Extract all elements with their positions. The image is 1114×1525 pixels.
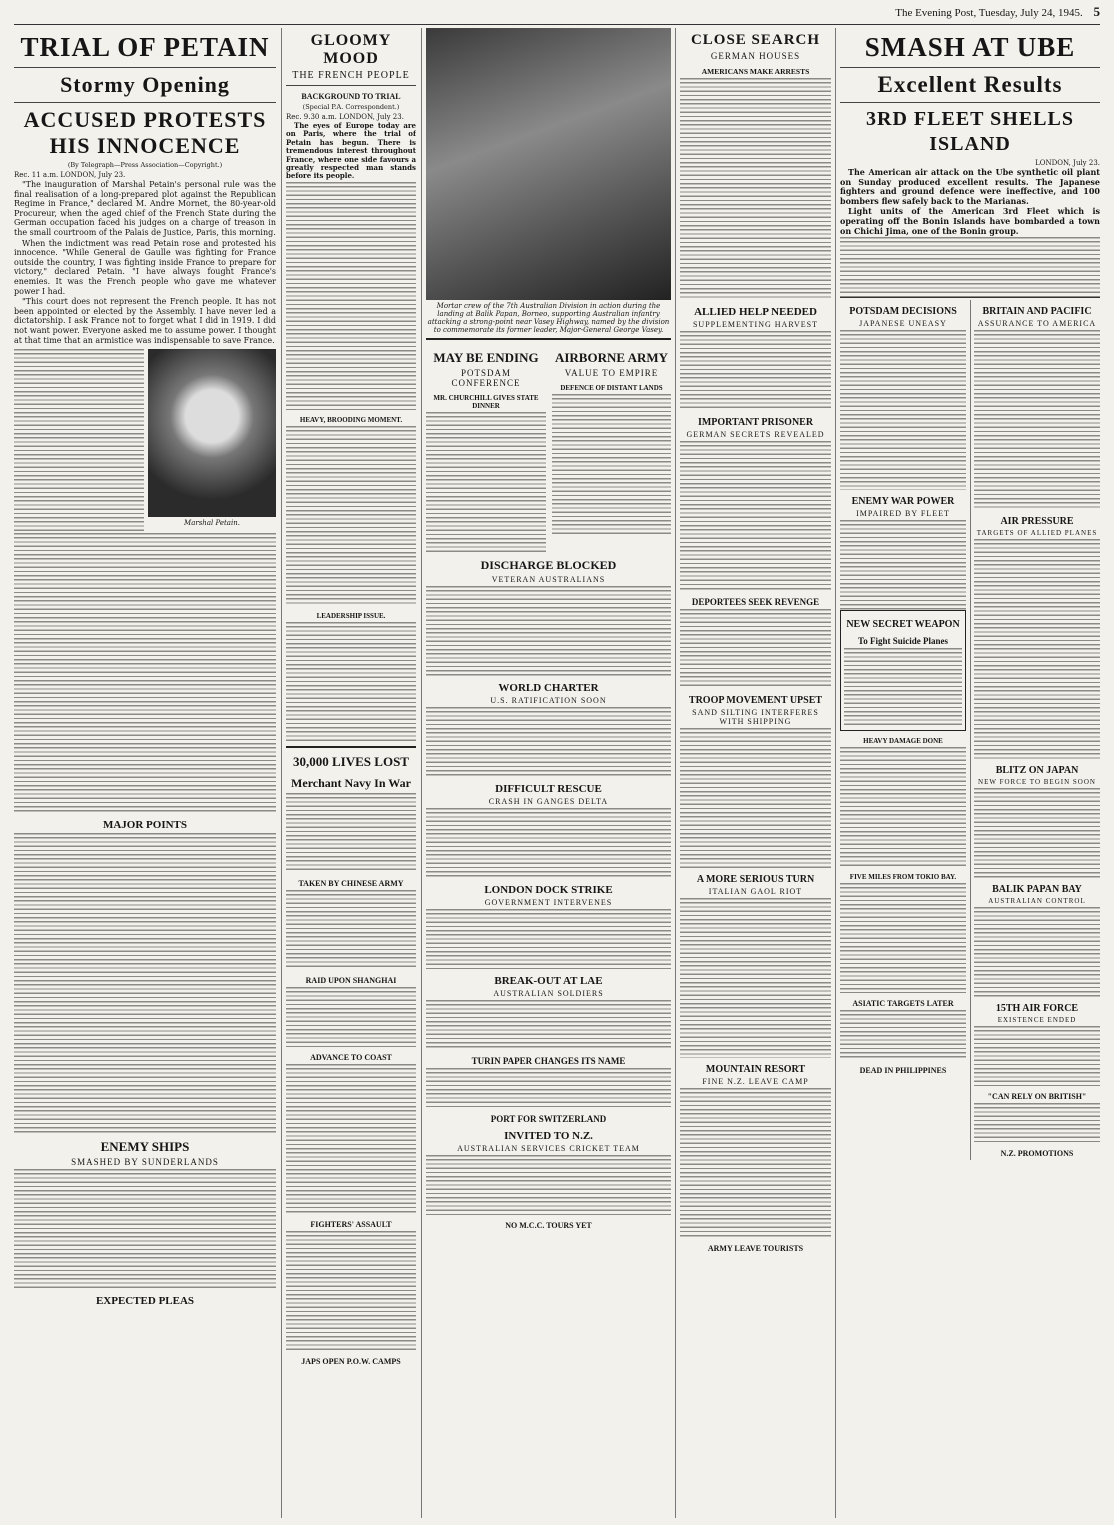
coast-head: ADVANCE TO COAST — [310, 1052, 392, 1062]
text-filler — [844, 648, 962, 728]
portrait-wrap — [148, 349, 276, 533]
text-filler — [680, 609, 831, 689]
leave-camp-sub: FINE N.Z. LEAVE CAMP — [702, 1077, 809, 1086]
blitz-head: BLITZ ON JAPAN — [995, 765, 1079, 777]
world-charter-head: WORLD CHARTER — [498, 682, 599, 694]
mortar-crew-photo — [426, 28, 671, 300]
invited-head: INVITED TO N.Z. — [504, 1130, 593, 1142]
airborne-block — [552, 344, 671, 552]
column-rule — [675, 28, 676, 1518]
troop-head: TROOP MOVEMENT UPSET — [688, 695, 823, 706]
text-filler — [974, 788, 1100, 878]
lae-head: BREAK-OUT AT LAE — [494, 975, 603, 987]
ube-subtitle: Excellent Results — [877, 72, 1063, 97]
cricket-sub: AUSTRALIAN SERVICES CRICKET TEAM — [457, 1144, 640, 1153]
britain-head: BRITAIN AND PACIFIC — [982, 306, 1092, 318]
control-sub: AUSTRALIAN CONTROL — [988, 897, 1086, 906]
byline: (Special P.A. Correspondent.) — [302, 103, 400, 111]
petain-subtitle: Stormy Opening — [60, 72, 230, 97]
government-sub: GOVERNMENT INTERVENES — [484, 898, 613, 907]
brooding-head: HEAVY, BROODING MOMENT. — [299, 415, 403, 424]
running-head-text: The Evening Post, Tuesday, July 24, 1945. — [895, 7, 1083, 19]
dateline: Rec. 9.30 a.m. LONDON, July 23. — [286, 113, 404, 121]
text-filler — [974, 1026, 1100, 1086]
dateline: Rec. 11 a.m. LONDON, July 23. — [14, 171, 126, 179]
text-filler — [840, 237, 1100, 297]
ratification-sub: U.S. RATIFICATION SOON — [490, 696, 607, 705]
text-filler — [286, 987, 416, 1047]
potsdam-decisions-block — [840, 300, 966, 1160]
weapon-box — [840, 610, 966, 731]
merchant-navy-head: Merchant Navy In War — [291, 775, 411, 790]
gloomy-sub2: BACKGROUND TO TRIAL — [301, 92, 401, 101]
existence-sub: EXISTENCE ENDED — [997, 1016, 1077, 1025]
article-body — [286, 122, 416, 181]
potsdam-head: POTSDAM DECISIONS — [849, 306, 957, 318]
text-filler — [680, 331, 831, 411]
serious-head: A MORE SERIOUS TURN — [696, 874, 815, 885]
text-filler — [680, 441, 831, 591]
column-center — [426, 28, 671, 1518]
running-head — [14, 4, 1100, 22]
text-filler — [14, 349, 144, 533]
paragraph: When the indictment was read Petain rose and protested his innocence. "While General de Gaulle was fighting for France outside the country, I was fighting inside France to prepare for victory," declared Petain. "I have always fought France's enemies. It was the French people who gave me whatever power I had. — [14, 238, 276, 296]
force-sub: NEW FORCE TO BEGIN SOON — [978, 778, 1096, 787]
war-power-head: ENEMY WAR POWER — [851, 496, 955, 508]
petain-title: TRIAL OF PETAIN — [20, 32, 270, 62]
turin-head: TURIN PAPER CHANGES ITS NAME — [471, 1056, 626, 1066]
chinese-army-head: TAKEN BY CHINESE ARMY — [298, 878, 404, 888]
photo-block — [14, 349, 276, 533]
text-filler — [426, 1068, 671, 1108]
paragraph: "This court does not represent the French people. It has not been appointed or elected by the Assembly. I have never led a dictatorship. I ask France not to forget what I did in 1919. I did not want power. Everyone asked me to assume power. I thought at that time that an armistice was indispensable to save France. — [14, 297, 276, 345]
switzerland-head: PORT FOR SWITZERLAND — [490, 1114, 607, 1124]
mcc-head: NO M.C.C. TOURS YET — [505, 1221, 592, 1230]
air-pressure-head: AIR PRESSURE — [1000, 516, 1074, 528]
heavy-damage-head: HEAVY DAMAGE DONE — [863, 737, 943, 746]
arrests-sub: AMERICANS MAKE ARRESTS — [701, 67, 810, 76]
text-filler — [426, 412, 546, 552]
veteran-sub: VETERAN AUSTRALIANS — [491, 575, 606, 584]
balik-head: BALIK PAPAN BAY — [992, 884, 1082, 896]
churchill-sub: MR. CHURCHILL GIVES STATE DINNER — [433, 394, 539, 410]
text-filler — [426, 707, 671, 777]
text-filler — [286, 426, 416, 606]
defence-sub: DEFENCE OF DISTANT LANDS — [560, 384, 663, 392]
potsdam-block — [426, 344, 546, 552]
text-filler — [286, 793, 416, 873]
suicide-sub: To Fight Suicide Planes — [858, 636, 948, 647]
article-body — [14, 180, 276, 345]
text-filler — [974, 330, 1100, 510]
fighters-head: FIGHTERS' ASSAULT — [310, 1219, 392, 1229]
text-filler — [286, 1231, 416, 1351]
text-filler — [286, 1064, 416, 1214]
tourists-head: ARMY LEAVE TOURISTS — [707, 1244, 804, 1253]
riot-sub: ITALIAN GAOL RIOT — [708, 887, 803, 896]
portrait-caption: Marshal Petain. — [184, 519, 240, 528]
deportees-head: DEPORTEES SEEK REVENGE — [691, 597, 820, 607]
divider — [840, 102, 1100, 103]
text-filler — [680, 728, 831, 868]
ube-headline: 3RD FLEET SHELLS ISLAND — [866, 108, 1074, 155]
secrets-sub: GERMAN SECRETS REVEALED — [686, 430, 825, 439]
divider — [840, 67, 1100, 68]
petain-headline: ACCUSED PROTESTS HIS INNOCENCE — [23, 107, 267, 158]
text-filler — [286, 182, 416, 410]
rescue-head: DIFFICULT RESCUE — [495, 783, 602, 795]
mountain-head: MOUNTAIN RESORT — [705, 1064, 806, 1075]
text-filler — [680, 1088, 831, 1238]
column-rule — [835, 28, 836, 1518]
petain-portrait — [148, 349, 276, 517]
section-major-points: MAJOR POINTS — [102, 819, 188, 832]
prisoner-head: IMPORTANT PRISONER — [697, 417, 814, 428]
dock-strike-head: LONDON DOCK STRIKE — [484, 884, 613, 896]
five-miles-head: FIVE MILES FROM TOKIO BAY. — [849, 873, 957, 882]
lives-lost-head: 30,000 LIVES LOST — [293, 753, 409, 769]
twin-block — [840, 297, 1100, 1160]
enemy-ships-head: ENEMY SHIPS — [100, 1139, 190, 1155]
harvest-sub: SUPPLEMENTING HARVEST — [692, 320, 819, 329]
column-rule — [281, 28, 282, 1518]
airborne-head: AIRBORNE ARMY — [554, 350, 669, 365]
assurance-sub: ASSURANCE TO AMERICA — [977, 319, 1097, 329]
text-filler — [286, 890, 416, 970]
twin-headlines — [426, 344, 671, 552]
paragraph: Light units of the American 3rd Fleet which is operating off the Bonin Islands have bombarded a town on Chichi Jima, one of the Bonin group. — [840, 206, 1100, 236]
soldiers-sub: AUSTRALIAN SOLDIERS — [493, 989, 604, 998]
text-filler — [426, 808, 671, 878]
text-filler — [974, 907, 1100, 997]
text-filler — [840, 747, 966, 867]
text-filler — [426, 1155, 671, 1215]
column-search — [680, 28, 831, 1518]
text-filler — [14, 533, 276, 813]
text-filler — [840, 330, 966, 490]
lead-paragraph: The American air attack on the Ube synthetic oil plant on Sunday produced excellent results. The Japanese fighters and ground defence were ineffective, and 100 bombers flew safely back to the Marianas. — [840, 167, 1100, 206]
dateline: LONDON, July 23. — [1035, 159, 1100, 167]
text-filler — [840, 520, 966, 610]
leadership-head: LEADERSHIP ISSUE. — [316, 611, 386, 620]
text-filler — [680, 78, 831, 300]
divider — [426, 338, 671, 340]
text-filler — [14, 833, 276, 1133]
sand-sub: SAND SILTING INTERFERES WITH SHIPPING — [692, 708, 819, 726]
text-filler — [14, 1169, 276, 1289]
ganges-sub: CRASH IN GANGES DELTA — [488, 797, 609, 806]
text-filler — [974, 1103, 1100, 1143]
targets-sub: TARGETS OF ALLIED PLANES — [976, 529, 1098, 538]
search-title: CLOSE SEARCH — [690, 32, 821, 48]
photo-caption: Mortar crew of the 7th Australian Division in action during the landing at Balik Papan, Borneo, supporting Australian infantry attacking a strong-point near Vasey Highway, named by the division to commemorate its former leader, Major-General George Vasey. — [427, 302, 670, 334]
column-petain — [14, 28, 276, 1518]
divider — [286, 85, 416, 86]
philippines-head: DEAD IN PHILIPPINES — [859, 1066, 947, 1076]
text-filler — [426, 909, 671, 969]
lead-paragraph: "The inauguration of Marshal Petain's personal rule was the final realisation of a long-prepared plot against the Republican Regime in France," declared M. Andre Mornet, the 80-year-old Procureur, when the aged chief of the French State during the German occupation faced his judges on a charge of treason in the small courtroom of the Palais de Justice, Paris, this morning. — [14, 180, 276, 237]
lead-paragraph: The eyes of Europe today are on Paris, where the trial of Petain has begun. There is tremendous interest throughout France, where one side favours a greatly respected man stands before its people. — [286, 121, 416, 181]
rely-head: "CAN RELY ON BRITISH" — [987, 1092, 1087, 1102]
weapon-head: NEW SECRET WEAPON — [846, 619, 960, 631]
impaired-sub: IMPAIRED BY FLEET — [856, 509, 950, 519]
column-gloomy — [286, 28, 416, 1518]
text-filler — [840, 1010, 966, 1060]
britain-block — [970, 300, 1100, 1160]
top-rule — [14, 24, 1100, 25]
text-filler — [426, 586, 671, 676]
asiatic-head: ASIATIC TARGETS LATER — [852, 999, 954, 1009]
search-subtitle: GERMAN HOUSES — [710, 51, 801, 61]
potsdam-sub: POTSDAM CONFERENCE — [451, 368, 521, 388]
shanghai-head: RAID UPON SHANGHAI — [305, 975, 397, 985]
allied-help-head: ALLIED HELP NEEDED — [694, 306, 817, 318]
column-ube — [840, 28, 1100, 1518]
ube-title: SMASH AT UBE — [864, 32, 1076, 62]
text-filler — [286, 622, 416, 742]
divider — [14, 102, 276, 103]
promotions-head: N.Z. PROMOTIONS — [1000, 1149, 1074, 1159]
expected-pleas: EXPECTED PLEAS — [95, 1295, 195, 1308]
text-filler — [426, 1000, 671, 1050]
text-filler — [680, 898, 831, 1058]
column-rule — [421, 28, 422, 1518]
japanese-sub: JAPANESE UNEASY — [859, 319, 947, 329]
air-force-head: 15TH AIR FORCE — [995, 1003, 1079, 1015]
byline: (By Telegraph—Press Association—Copyright.) — [67, 161, 223, 169]
divider — [14, 67, 276, 68]
may-be-ending-head: MAY BE ENDING — [433, 350, 539, 365]
article-body — [840, 168, 1100, 236]
text-filler — [974, 539, 1100, 759]
discharge-head: DISCHARGE BLOCKED — [480, 558, 617, 572]
page-number: 5 — [1093, 4, 1100, 19]
text-filler — [552, 394, 671, 534]
enemy-ships-sub: SMASHED BY SUNDERLANDS — [71, 1157, 219, 1168]
divider — [286, 746, 416, 748]
gloomy-subtitle: THE FRENCH PEOPLE — [292, 70, 410, 81]
pow-camps-head: JAPS OPEN P.O.W. CAMPS — [301, 1356, 401, 1366]
text-filler — [840, 883, 966, 993]
gloomy-title: GLOOMY MOOD — [310, 32, 392, 67]
empire-sub: VALUE TO EMPIRE — [564, 368, 659, 378]
